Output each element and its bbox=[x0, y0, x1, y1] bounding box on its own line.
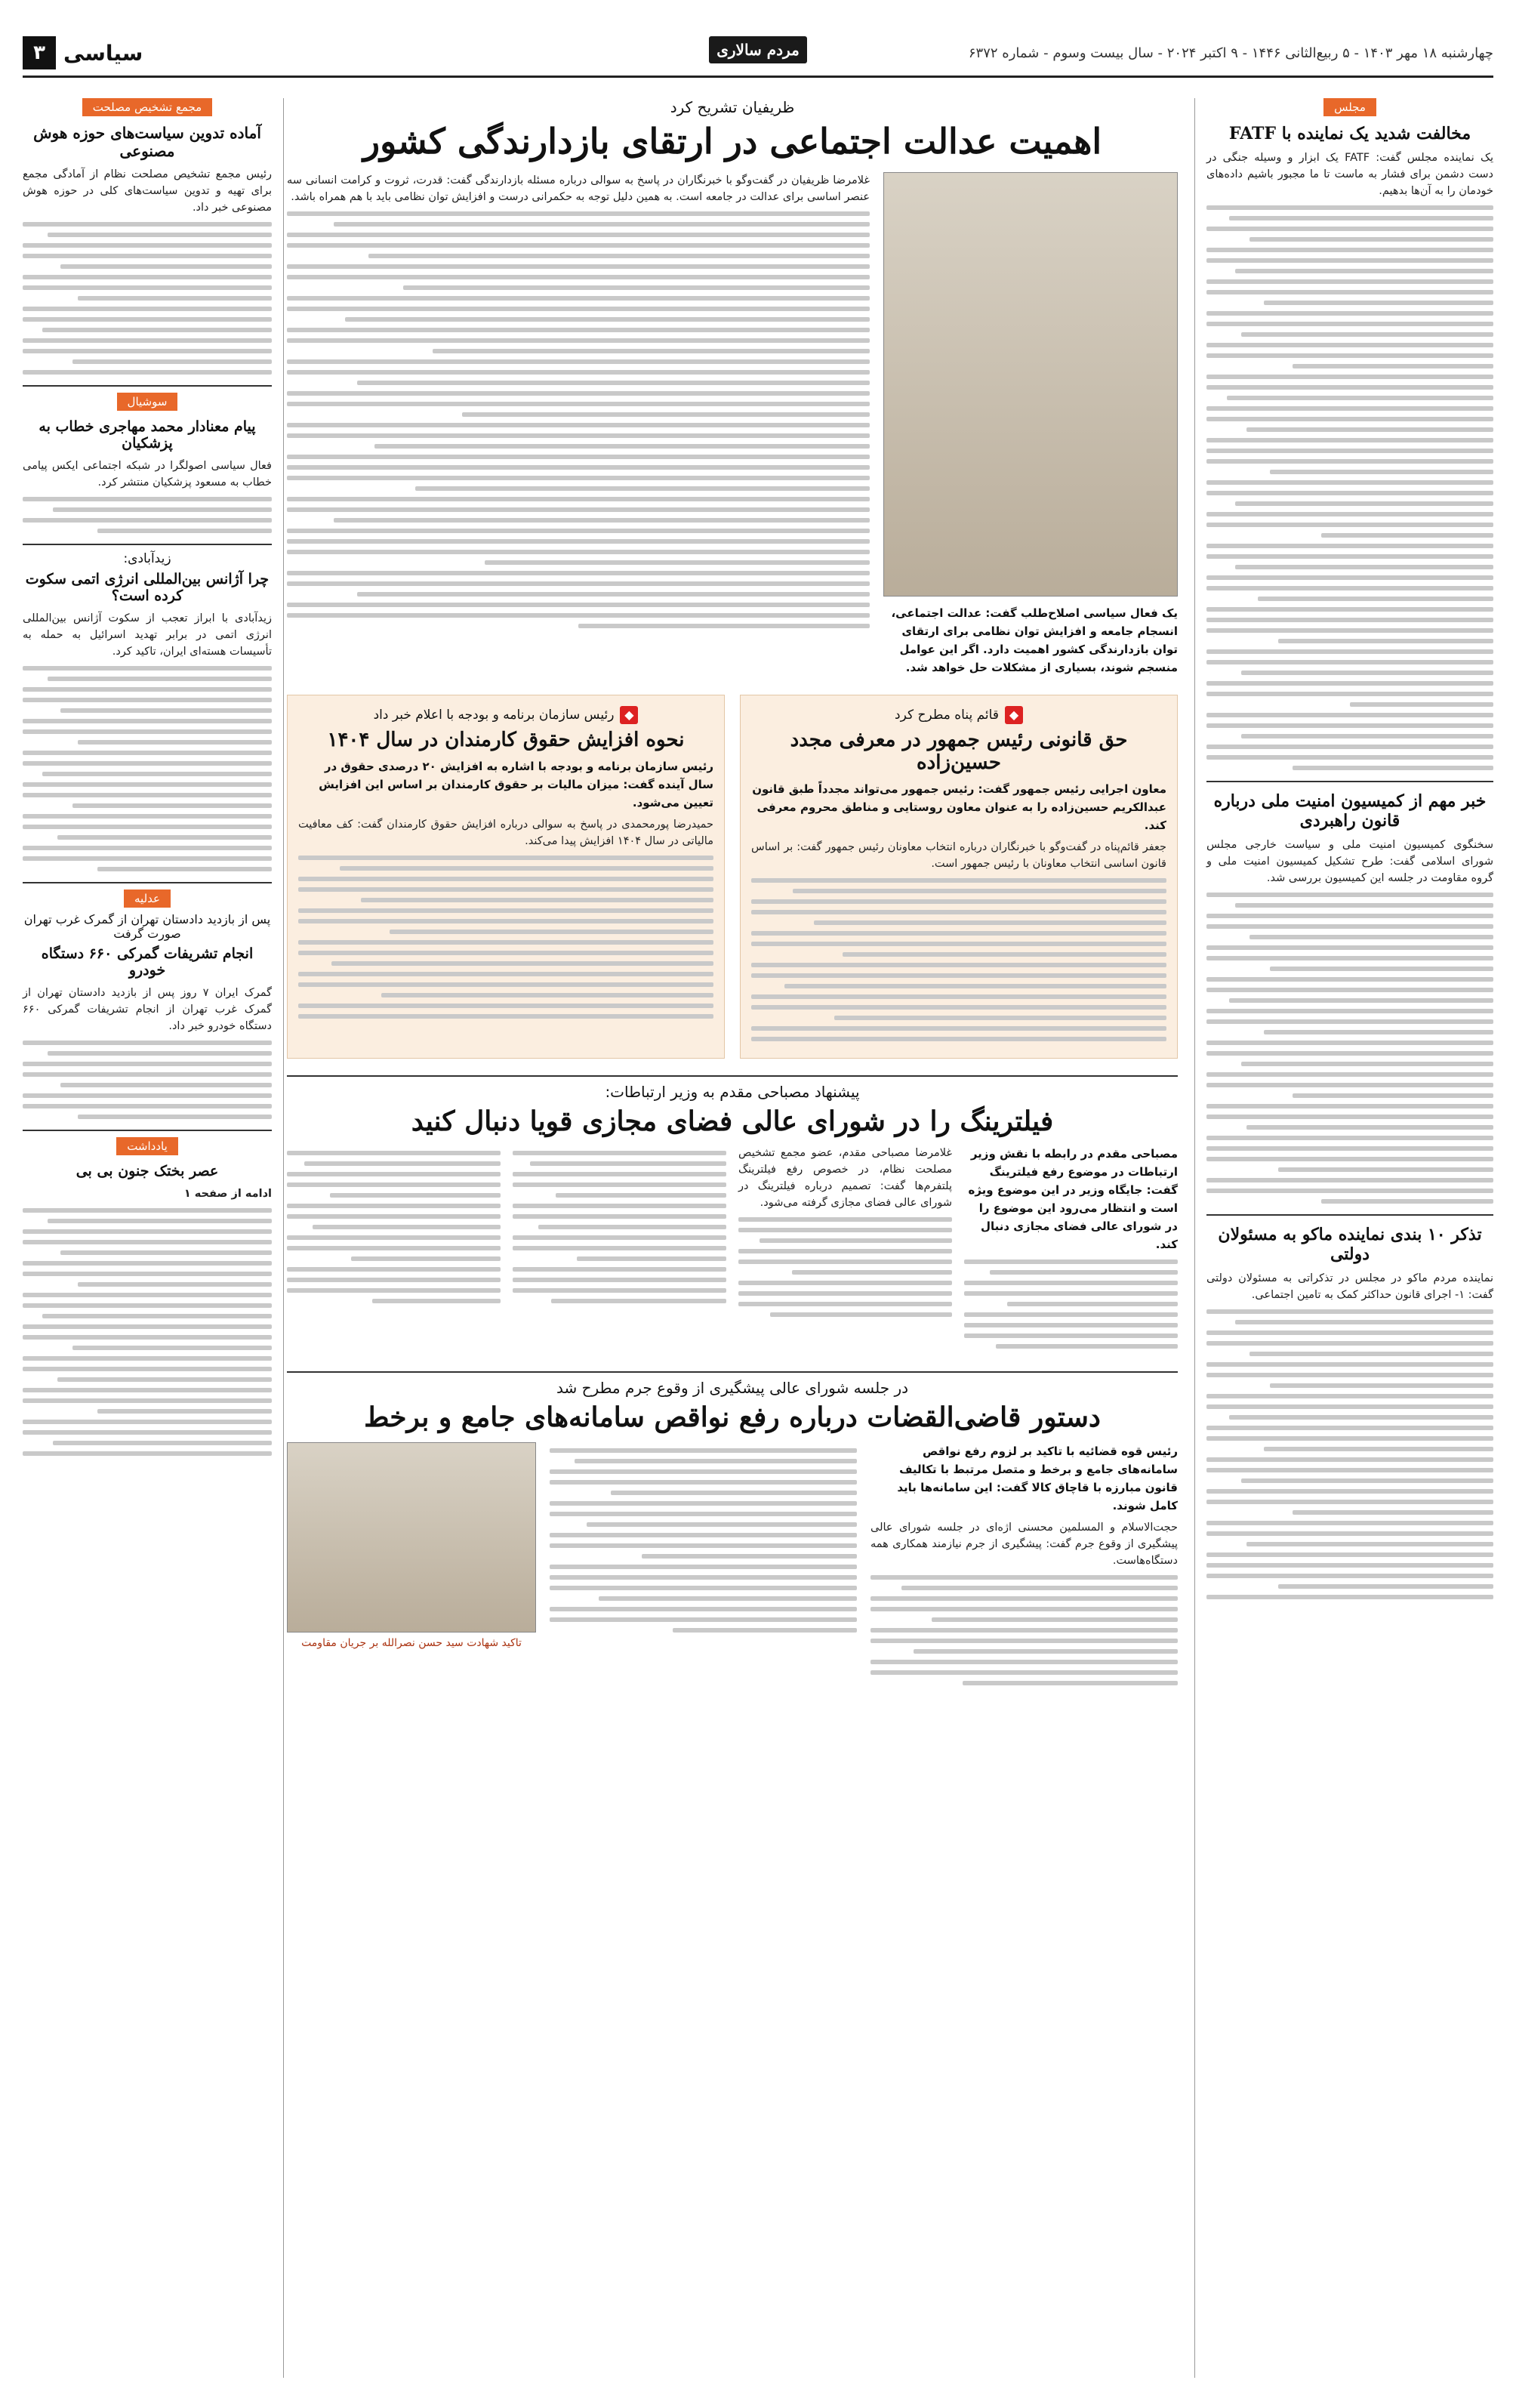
section-tag: سوشیال bbox=[117, 393, 178, 411]
article-body: گمرک ایران ۷ روز پس از بازدید دادستان تهران از گمرک غرب تهران از انجام تشریفات گمرکی ۶۶۰ دستگاه خودرو خبر داد. bbox=[23, 987, 272, 1032]
box-kicker: قائم پناه مطرح کرد bbox=[895, 708, 999, 723]
section-tag: مجلس bbox=[1323, 98, 1376, 116]
text-filler bbox=[298, 856, 713, 1019]
article-body: رئیس مجمع تشخیص مصلحت نظام از آمادگی مجمع برای تهیه و تدوین سیاست‌های کلی در حوزه هوش مصنوعی خبر داد. bbox=[23, 168, 272, 214]
continued-note: ادامه از صفحه ۱ bbox=[183, 1188, 272, 1200]
article-body: فعال سیاسی اصولگرا در شبکه اجتماعی ایکس پیامی خطاب به مسعود پزشکیان منتشر کرد. bbox=[23, 460, 272, 489]
article-body: حجت‌الاسلام و المسلمین محسنی اژه‌ای در جلسه شورای عالی پیشگیری از وقوع جرم گفت: پیشگیری از جرم نیازمند همکاری همه دستگاه‌هاست. bbox=[870, 1522, 1178, 1567]
article-kicker: ظریفیان تشریح کرد bbox=[670, 98, 795, 116]
text-filler bbox=[287, 1145, 501, 1355]
text-filler bbox=[751, 878, 1166, 1041]
text-filler bbox=[513, 1145, 726, 1355]
portrait-photo bbox=[883, 172, 1178, 597]
article-headline: عصر بختک جنون بی بی bbox=[75, 1163, 219, 1179]
article-headline: دستور قاضی‌القضات درباره رفع نواقص سامانه‌های جامع و برخط bbox=[364, 1401, 1101, 1433]
photo-caption: تاکید شهادت سید حسن نصرالله بر جریان مقاومت bbox=[301, 1637, 522, 1649]
box-body: حمیدرضا پورمحمدی در پاسخ به سوالی درباره افزایش حقوق کارمندان گفت: کف معافیت مالیاتی در سال ۱۴۰۴ افزایش پیدا می‌کند. bbox=[298, 819, 713, 847]
section-tag: یادداشت bbox=[116, 1137, 178, 1155]
article-body: زیدآبادی با ابراز تعجب از سکوت آژانس بین‌المللی انرژی اتمی در برابر تهدید اسرائیل به حمله به تأسیسات هسته‌ای ایران، تاکید کرد. bbox=[23, 612, 272, 658]
news-box bbox=[740, 695, 1178, 1059]
text-filler bbox=[870, 1575, 1178, 1685]
official-photo bbox=[287, 1442, 536, 1633]
text-filler bbox=[1206, 205, 1493, 770]
box-lead: رئیس سازمان برنامه و بودجه با اشاره به افزایش ۲۰ درصدی حقوق در سال آینده گفت: میزان مالیات بر حقوق کارمندان بر اساس این افزایش تعیین می‌شود. bbox=[319, 760, 713, 809]
article-headline: فیلترینگ را در شورای عالی فضای مجازی قویا دنبال کنید bbox=[411, 1105, 1054, 1137]
article-box bbox=[23, 1130, 272, 1456]
box-lead: معاون اجرایی رئیس جمهور گفت: رئیس جمهور می‌تواند مجدداً طبق قانون عبدالکریم حسین‌زاده را به عنوان معاون روستایی و مناطق محروم معرفی کند. bbox=[752, 782, 1166, 832]
article-kicker: زیدآبادی: bbox=[123, 551, 171, 566]
article-box bbox=[287, 1371, 1178, 1691]
article-headline: آماده تدوین سیاست‌های حوزه هوش مصنوعی bbox=[33, 124, 261, 160]
article-headline: تذکر ۱۰ بندی نماینده ماکو به مسئولان دولتی bbox=[1218, 1225, 1482, 1264]
section-header bbox=[23, 36, 143, 69]
bullet-icon: ◆ bbox=[620, 706, 638, 724]
article-headline: مخالفت شدید یک نماینده با FATF bbox=[1228, 124, 1471, 143]
text-filler bbox=[1206, 893, 1493, 1204]
text-filler bbox=[964, 1259, 1178, 1349]
box-body: جعفر قائم‌پناه در گفت‌وگو با خبرنگاران درباره انتخاب معاونان رئیس جمهور گفت: بر اساس قانون اساسی انتخاب معاونان با رئیس جمهور است. bbox=[751, 841, 1166, 870]
section-tag: عدلیه bbox=[124, 890, 171, 908]
bullet-icon: ◆ bbox=[1005, 706, 1023, 724]
article-lead: رئیس قوه قضائیه با تاکید بر لزوم رفع نواقص سامانه‌های جامع و برخط و متصل مرتبط با تکالیف قانون مبارزه با قاچاق کالا گفت: این سامانه‌ها باید کامل شوند. bbox=[897, 1444, 1178, 1512]
article-box bbox=[1206, 1214, 1493, 1599]
article-lead: یک فعال سیاسی اصلاح‌طلب گفت: عدالت اجتماعی، انسجام جامعه و افزایش توان نظامی برای ارتقای توان بازدارندگی کشور اهمیت دارد. اگر این عوامل منسجم شوند، بسیاری از مشکلات حل خواهد شد. bbox=[891, 606, 1178, 674]
text-filler bbox=[23, 1208, 272, 1456]
text-filler bbox=[23, 666, 272, 871]
article-kicker: پس از بازدید دادستان تهران از گمرک غرب تهران صورت گرفت bbox=[23, 912, 271, 941]
article-headline: انجام تشریفات گمرکی ۶۶۰ دستگاه خودرو bbox=[41, 945, 254, 979]
article-box bbox=[287, 1075, 1178, 1355]
section-tag: مجمع تشخیص مصلحت bbox=[82, 98, 212, 116]
text-filler bbox=[287, 211, 870, 628]
article-body: یک نماینده مجلس گفت: FATF یک ابزار و وسیله جنگی در دست دشمن برای فشار به ماست تا ما مجبور باشیم داده‌های خودمان را به آن‌ها بدهیم. bbox=[1206, 152, 1493, 197]
center-column bbox=[287, 98, 1178, 1691]
masthead bbox=[23, 30, 1493, 78]
right-column bbox=[1206, 98, 1493, 1605]
article-box bbox=[23, 882, 272, 1119]
article-headline: چرا آژانس بین‌المللی انرژی اتمی سکوت کرده است؟ bbox=[25, 571, 270, 604]
text-filler bbox=[738, 1217, 952, 1317]
article-body: نماینده مردم ماکو در مجلس در تذکراتی به مسئولان دولتی گفت: ۱- اجرای قانون حداکثر کمک به تامین اجتماعی. bbox=[1206, 1272, 1493, 1301]
article-box bbox=[23, 544, 272, 871]
text-filler bbox=[23, 1041, 272, 1119]
article-headline: اهمیت عدالت اجتماعی در ارتقای بازدارندگی کشور bbox=[362, 121, 1102, 162]
news-box bbox=[287, 695, 725, 1059]
text-filler bbox=[23, 497, 272, 533]
article-box bbox=[1206, 781, 1493, 1204]
newspaper-logo: مردم سالاری bbox=[709, 36, 807, 63]
article-lead: مصباحی مقدم در رابطه با نقش وزیر ارتباطات در موضوع رفع فیلترینگ گفت: جایگاه وزیر در این موضوع ویژه است و انتظار می‌رود این موضوع را در شورای عالی فضای مجازی دنبال کند. bbox=[968, 1147, 1178, 1251]
text-filler bbox=[23, 222, 272, 375]
article-kicker: پیشنهاد مصباحی مقدم به وزیر ارتباطات: bbox=[605, 1083, 860, 1101]
left-column bbox=[23, 98, 272, 1462]
lead-article bbox=[287, 98, 1178, 677]
article-headline: پیام معنادار محمد مهاجری خطاب به پزشکیان bbox=[39, 418, 256, 452]
article-body: سخنگوی کمیسیون امنیت ملی و سیاست خارجی مجلس شورای اسلامی گفت: طرح تشکیل کمیسیون امنیت ملی و گروه مقاومت در جلسه این کمیسیون بررسی شد. bbox=[1206, 839, 1493, 884]
box-headline: حق قانونی رئیس جمهور در معرفی مجدد حسین‌زاده bbox=[790, 729, 1128, 774]
article-body: غلامرضا مصباحی مقدم، عضو مجمع تشخیص مصلحت نظام، در خصوص رفع فیلترینگ پلتفرم‌ها گفت: تصمیم درباره فیلترینگ در شورای عالی فضای مجازی گرفته می‌شود. bbox=[738, 1147, 952, 1209]
article-headline: خبر مهم از کمیسیون امنیت ملی درباره قانون راهبردی bbox=[1213, 791, 1487, 831]
page-number: ۳ bbox=[23, 36, 56, 69]
section-title: سیاسی bbox=[63, 40, 143, 66]
article-body: غلامرضا ظریفیان در گفت‌وگو با خبرنگاران در پاسخ به سوالی درباره مسئله بازدارندگی گفت: قدرت، ثروت و کرامت انسانی سه عنصر اساسی برای عدالت در جامعه است. به همین دلیل توجه به حکمرانی درست و افزایش توان نظامی باید با هم همراه باشد. bbox=[287, 174, 870, 203]
article-kicker: در جلسه شورای عالی پیشگیری از وقوع جرم مطرح شد bbox=[556, 1379, 909, 1397]
text-filler bbox=[550, 1442, 857, 1691]
article-box bbox=[23, 385, 272, 533]
text-filler bbox=[1206, 1309, 1493, 1599]
box-headline: نحوه افزایش حقوق کارمندان در سال ۱۴۰۴ bbox=[327, 729, 685, 751]
box-kicker: رئیس سازمان برنامه و بودجه با اعلام خبر داد bbox=[373, 708, 615, 723]
date-line: چهارشنبه ۱۸ مهر ۱۴۰۳ - ۵ ربیع‌الثانی ۱۴۴۶ - ۹ اکتبر ۲۰۲۴ - سال بیست وسوم - شماره ۶۳۷۲ bbox=[968, 45, 1493, 61]
